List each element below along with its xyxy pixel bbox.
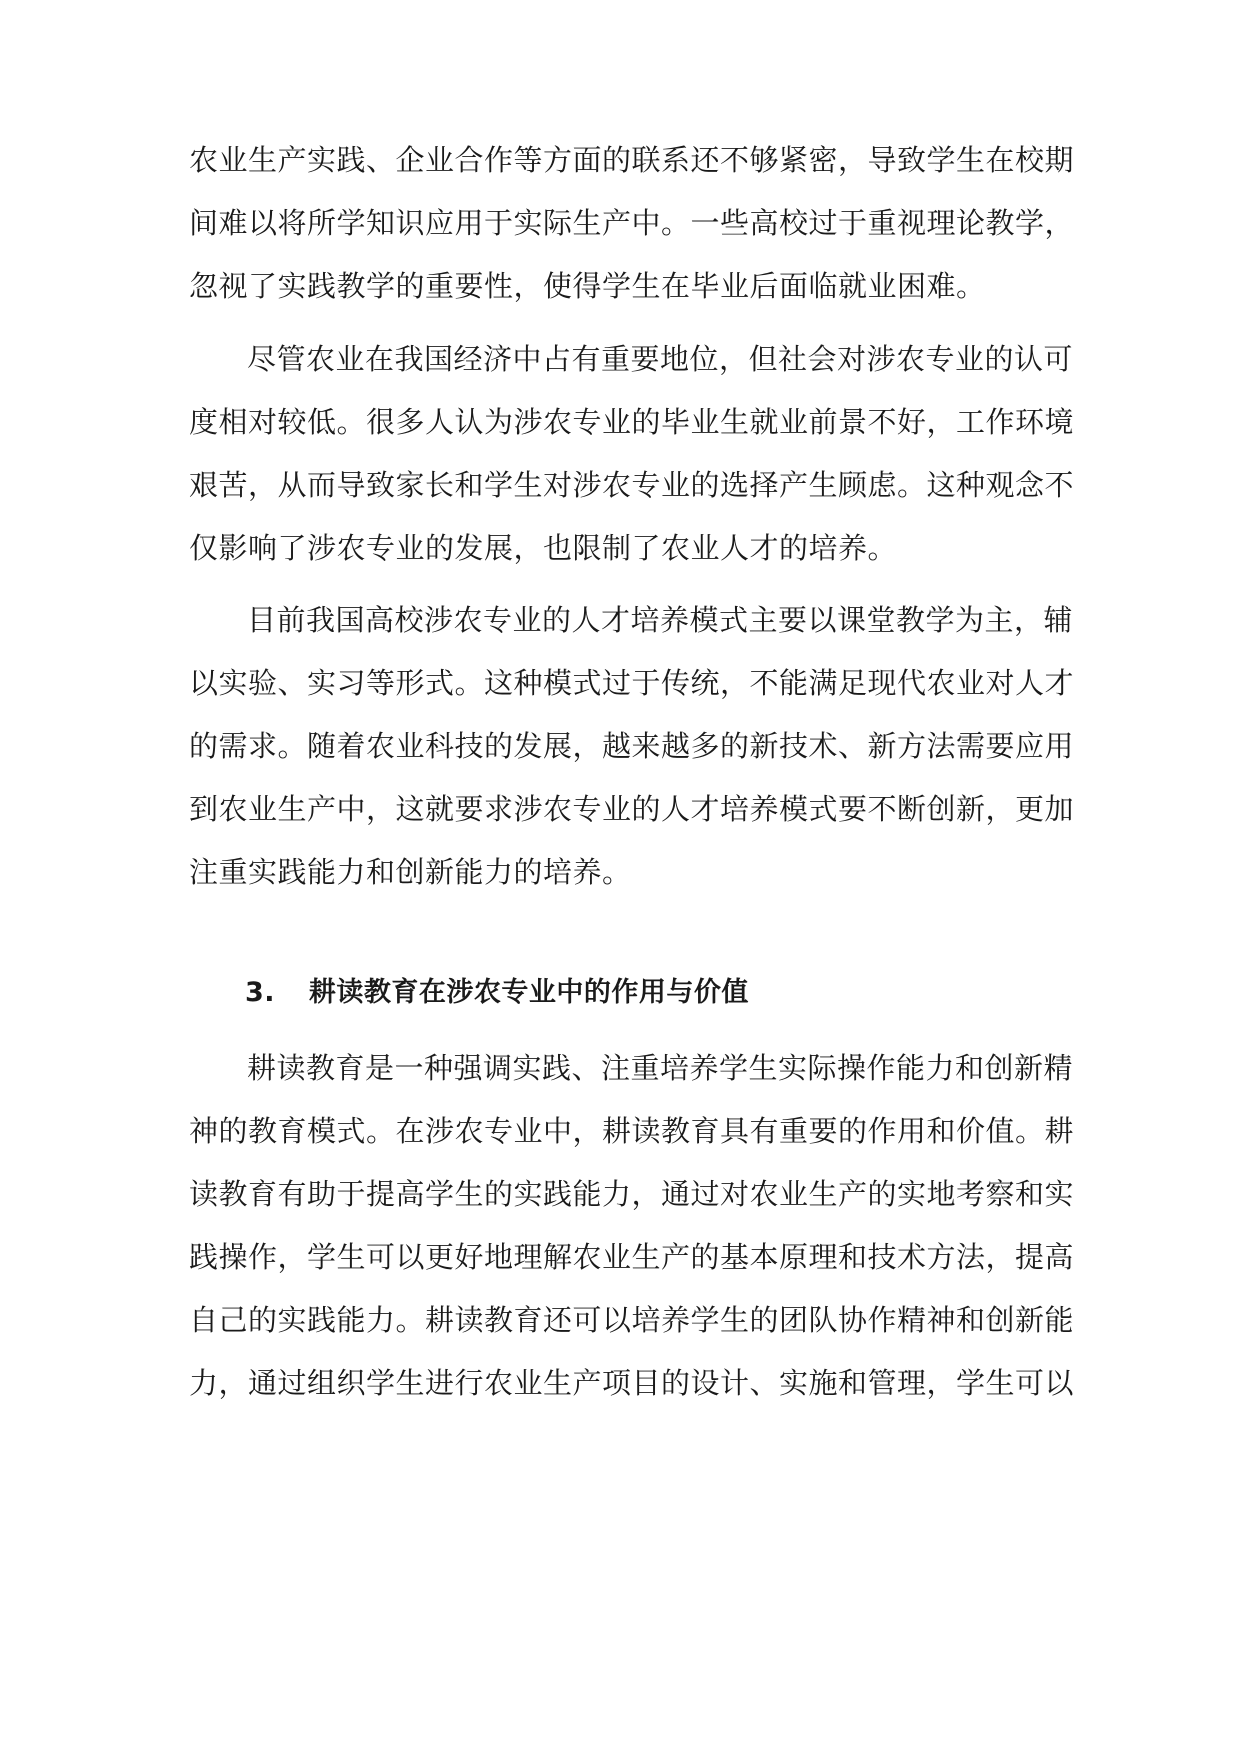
paragraph-1-line-2: 间难以将所学知识应用于实际生产中。一些高校过于重视理论教学，	[189, 206, 1075, 240]
section-paragraph-line-6: 力，通过组织学生进行农业生产项目的设计、实施和管理，学生可以	[189, 1366, 1075, 1400]
section-paragraph-line-1: 耕读教育是一种强调实践、注重培养学生实际操作能力和创新精	[247, 1051, 1074, 1085]
section-paragraph-line-2: 神的教育模式。在涉农专业中，耕读教育具有重要的作用和价值。耕	[189, 1114, 1075, 1148]
paragraph-1-line-3: 忽视了实践教学的重要性，使得学生在毕业后面临就业困难。	[189, 269, 986, 303]
paragraph-3-line-2: 以实验、实习等形式。这种模式过于传统，不能满足现代农业对人才	[189, 666, 1075, 700]
section-paragraph-line-5: 自己的实践能力。耕读教育还可以培养学生的团队协作精神和创新能	[189, 1303, 1075, 1337]
paragraph-3-line-5: 注重实践能力和创新能力的培养。	[189, 855, 632, 889]
section-heading	[245, 973, 749, 1013]
section-number: 3.	[245, 977, 276, 1008]
section-paragraph-line-3: 读教育有助于提高学生的实践能力，通过对农业生产的实地考察和实	[189, 1177, 1075, 1211]
paragraph-2-line-2: 度相对较低。很多人认为涉农专业的毕业生就业前景不好，工作环境	[189, 405, 1075, 439]
paragraph-2-line-1: 尽管农业在我国经济中占有重要地位，但社会对涉农专业的认可	[247, 342, 1074, 376]
paragraph-2-line-4: 仅影响了涉农专业的发展，也限制了农业人才的培养。	[189, 531, 898, 565]
paragraph-1-line-1: 农业生产实践、企业合作等方面的联系还不够紧密，导致学生在校期	[189, 143, 1075, 177]
paragraph-3-line-1: 目前我国高校涉农专业的人才培养模式主要以课堂教学为主，辅	[247, 603, 1074, 637]
paragraph-3-line-3: 的需求。随着农业科技的发展，越来越多的新技术、新方法需要应用	[189, 729, 1075, 763]
section-paragraph-line-4: 践操作，学生可以更好地理解农业生产的基本原理和技术方法，提高	[189, 1240, 1075, 1274]
paragraph-2-line-3: 艰苦，从而导致家长和学生对涉农专业的选择产生顾虑。这种观念不	[189, 468, 1075, 502]
section-title: 耕读教育在涉农专业中的作用与价值	[308, 977, 749, 1008]
paragraph-3-line-4: 到农业生产中，这就要求涉农专业的人才培养模式要不断创新，更加	[189, 792, 1075, 826]
